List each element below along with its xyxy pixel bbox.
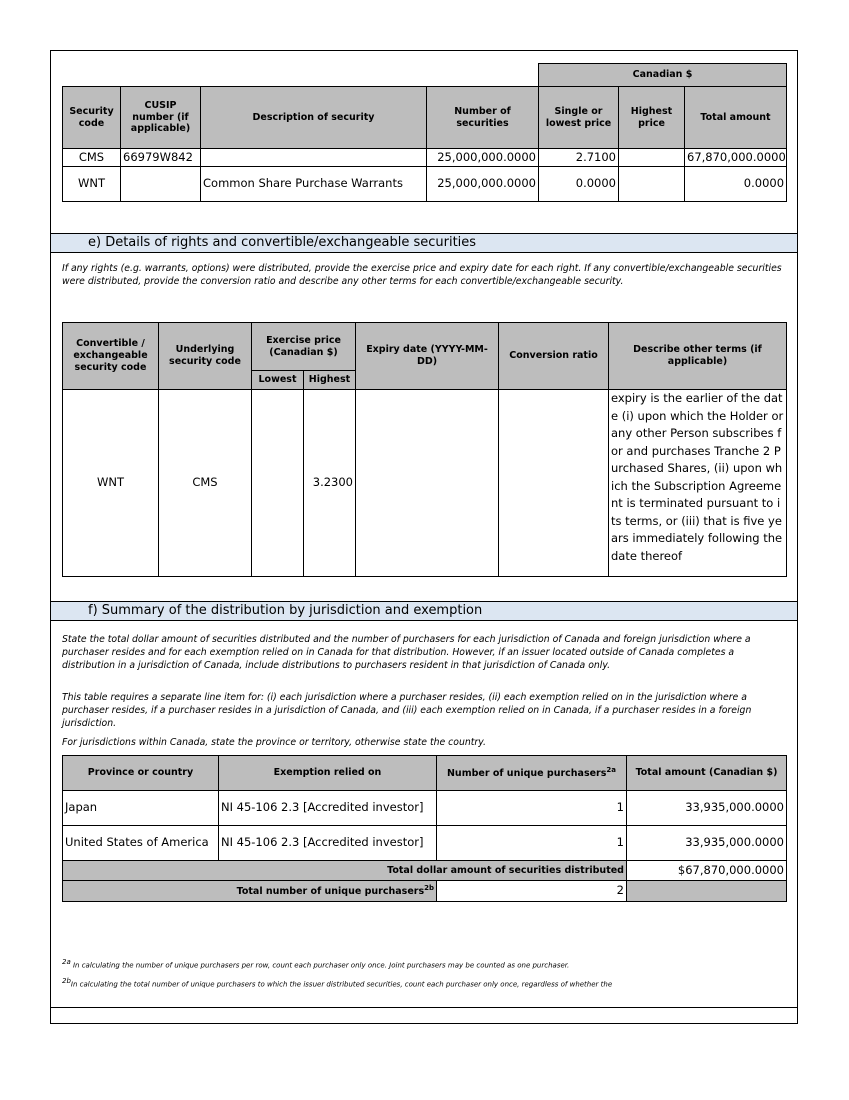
col-conversion-ratio: Conversion ratio	[499, 323, 609, 390]
col-highest: Highest	[304, 371, 356, 390]
col-description: Description of security	[201, 87, 427, 149]
col-number: Number of securities	[427, 87, 539, 149]
exemption-cell: NI 45-106 2.3 [Accredited investor]	[219, 826, 437, 861]
total-purchasers-label: Total number of unique purchasers$^{2b}$	[63, 881, 437, 902]
cusip-cell: 66979W842	[121, 149, 201, 167]
total-cell: 0.0000	[685, 167, 787, 202]
table-row	[63, 149, 787, 167]
purchasers-cell: 1	[437, 791, 627, 826]
form-page	[50, 50, 798, 1024]
section-e-title: e) Details of rights and convertible/exchangeable securities	[51, 233, 797, 253]
col-security-code: Security code	[63, 87, 121, 149]
col-expiry-date: Expiry date (YYYY-MM-DD)	[356, 323, 499, 390]
lowest-cell	[252, 390, 304, 577]
total-purchasers-value: 2	[437, 881, 627, 902]
single-price-cell: 2.7100	[539, 149, 619, 167]
col-lowest: Lowest	[252, 371, 304, 390]
col-total: Total amount	[685, 87, 787, 149]
securities-table	[62, 63, 787, 202]
table-row	[63, 390, 787, 577]
currency-header: Canadian $	[539, 64, 787, 87]
col-total-amount: Total amount (Canadian $)	[627, 756, 787, 791]
security-code-cell: CMS	[63, 149, 121, 167]
highest-price-cell	[619, 149, 685, 167]
col-exercise-price: Exercise price (Canadian $)	[252, 323, 356, 371]
description-cell	[201, 149, 427, 167]
highest-cell: 3.2300	[304, 390, 356, 577]
underlying-code-cell: CMS	[159, 390, 252, 577]
exemption-cell: NI 45-106 2.3 [Accredited investor]	[219, 791, 437, 826]
jurisdiction-table	[62, 755, 787, 902]
col-other-terms: Describe other terms (if applicable)	[609, 323, 787, 390]
section-f-title: f) Summary of the distribution by jurisdiction and exemption	[51, 601, 797, 621]
total-amount-cell: 33,935,000.0000	[627, 826, 787, 861]
col-convertible-code: Convertible / exchangeable security code	[63, 323, 159, 390]
col-province: Province or country	[63, 756, 219, 791]
table-row	[63, 791, 787, 826]
total-cell: 67,870,000.0000	[685, 149, 787, 167]
province-cell: United States of America	[63, 826, 219, 861]
single-price-cell: 0.0000	[539, 167, 619, 202]
number-cell: 25,000,000.0000	[427, 149, 539, 167]
footer-divider	[51, 1007, 797, 1008]
table-row	[63, 826, 787, 861]
highest-price-cell	[619, 167, 685, 202]
section-f-para1: State the total dollar amount of securities distributed and the number of purchasers for each jurisdiction of Canada and foreign jurisdiction where a purchaser resides and for each exemption relied on in Canada for that distribution. However, if an issuer located outside of Canada completes a distribution in a jurisdiction of Canada, include distributions to purchasers resident in that jurisdiction of Canada only.	[62, 634, 751, 671]
cusip-cell	[121, 167, 201, 202]
footnote-2a: $^{2a}$ In calculating the number of unique purchasers per row, count each purchaser only once. Joint purchasers may be counted as one purchaser.	[62, 958, 570, 970]
section-f-para3: For jurisdictions within Canada, state the province or territory, otherwise state the country.	[62, 737, 486, 748]
total-dollar-value: $67,870,000.0000	[627, 861, 787, 881]
col-cusip: CUSIP number (if applicable)	[121, 87, 201, 149]
table-row	[63, 167, 787, 202]
ratio-cell	[499, 390, 609, 577]
total-dollar-label: Total dollar amount of securities distributed	[63, 861, 627, 881]
expiry-cell	[356, 390, 499, 577]
col-unique-purchasers: Number of unique purchasers$^{2a}$	[437, 756, 627, 791]
convertible-code-cell: WNT	[63, 390, 159, 577]
col-highest-price: Highest price	[619, 87, 685, 149]
description-cell: Common Share Purchase Warrants	[201, 167, 427, 202]
total-amount-cell: 33,935,000.0000	[627, 791, 787, 826]
rights-table	[62, 322, 787, 577]
col-exemption: Exemption relied on	[219, 756, 437, 791]
security-code-cell: WNT	[63, 167, 121, 202]
section-e-instructions: If any rights (e.g. warrants, options) were distributed, provide the exercise price and expiry date for each right. If any convertible/exchangeable securities were distributed, provide the conversion ratio and describe any other terms for each convertible/exchangeable security.	[62, 263, 782, 287]
col-underlying-code: Underlying security code	[159, 323, 252, 390]
section-f-para2: This table requires a separate line item for: (i) each jurisdiction where a purchaser resides, (ii) each exemption relied on in the jurisdiction where a purchaser resides, if a purchaser resides in a jurisdiction of Canada, and (iii) each exemption relied on in Canada, if a purchaser resides in a foreign jurisdiction.	[62, 692, 752, 729]
col-single-price: Single or lowest price	[539, 87, 619, 149]
number-cell: 25,000,000.0000	[427, 167, 539, 202]
other-terms-cell: expiry is the earlier of the date (i) upon which the Holder or any other Person subscribes for and purchases Tranche 2 Purchased Shares, (ii) upon which the Subscription Agreement is terminated pursuant to its terms, or (iii) that is five years immediately following the date thereof	[609, 390, 787, 577]
province-cell: Japan	[63, 791, 219, 826]
purchasers-cell: 1	[437, 826, 627, 861]
footnote-2b: $^{2b}$In calculating the total number of unique purchasers to which the issuer distributed securities, count each purchaser only once, regardless of whether the	[62, 977, 613, 989]
